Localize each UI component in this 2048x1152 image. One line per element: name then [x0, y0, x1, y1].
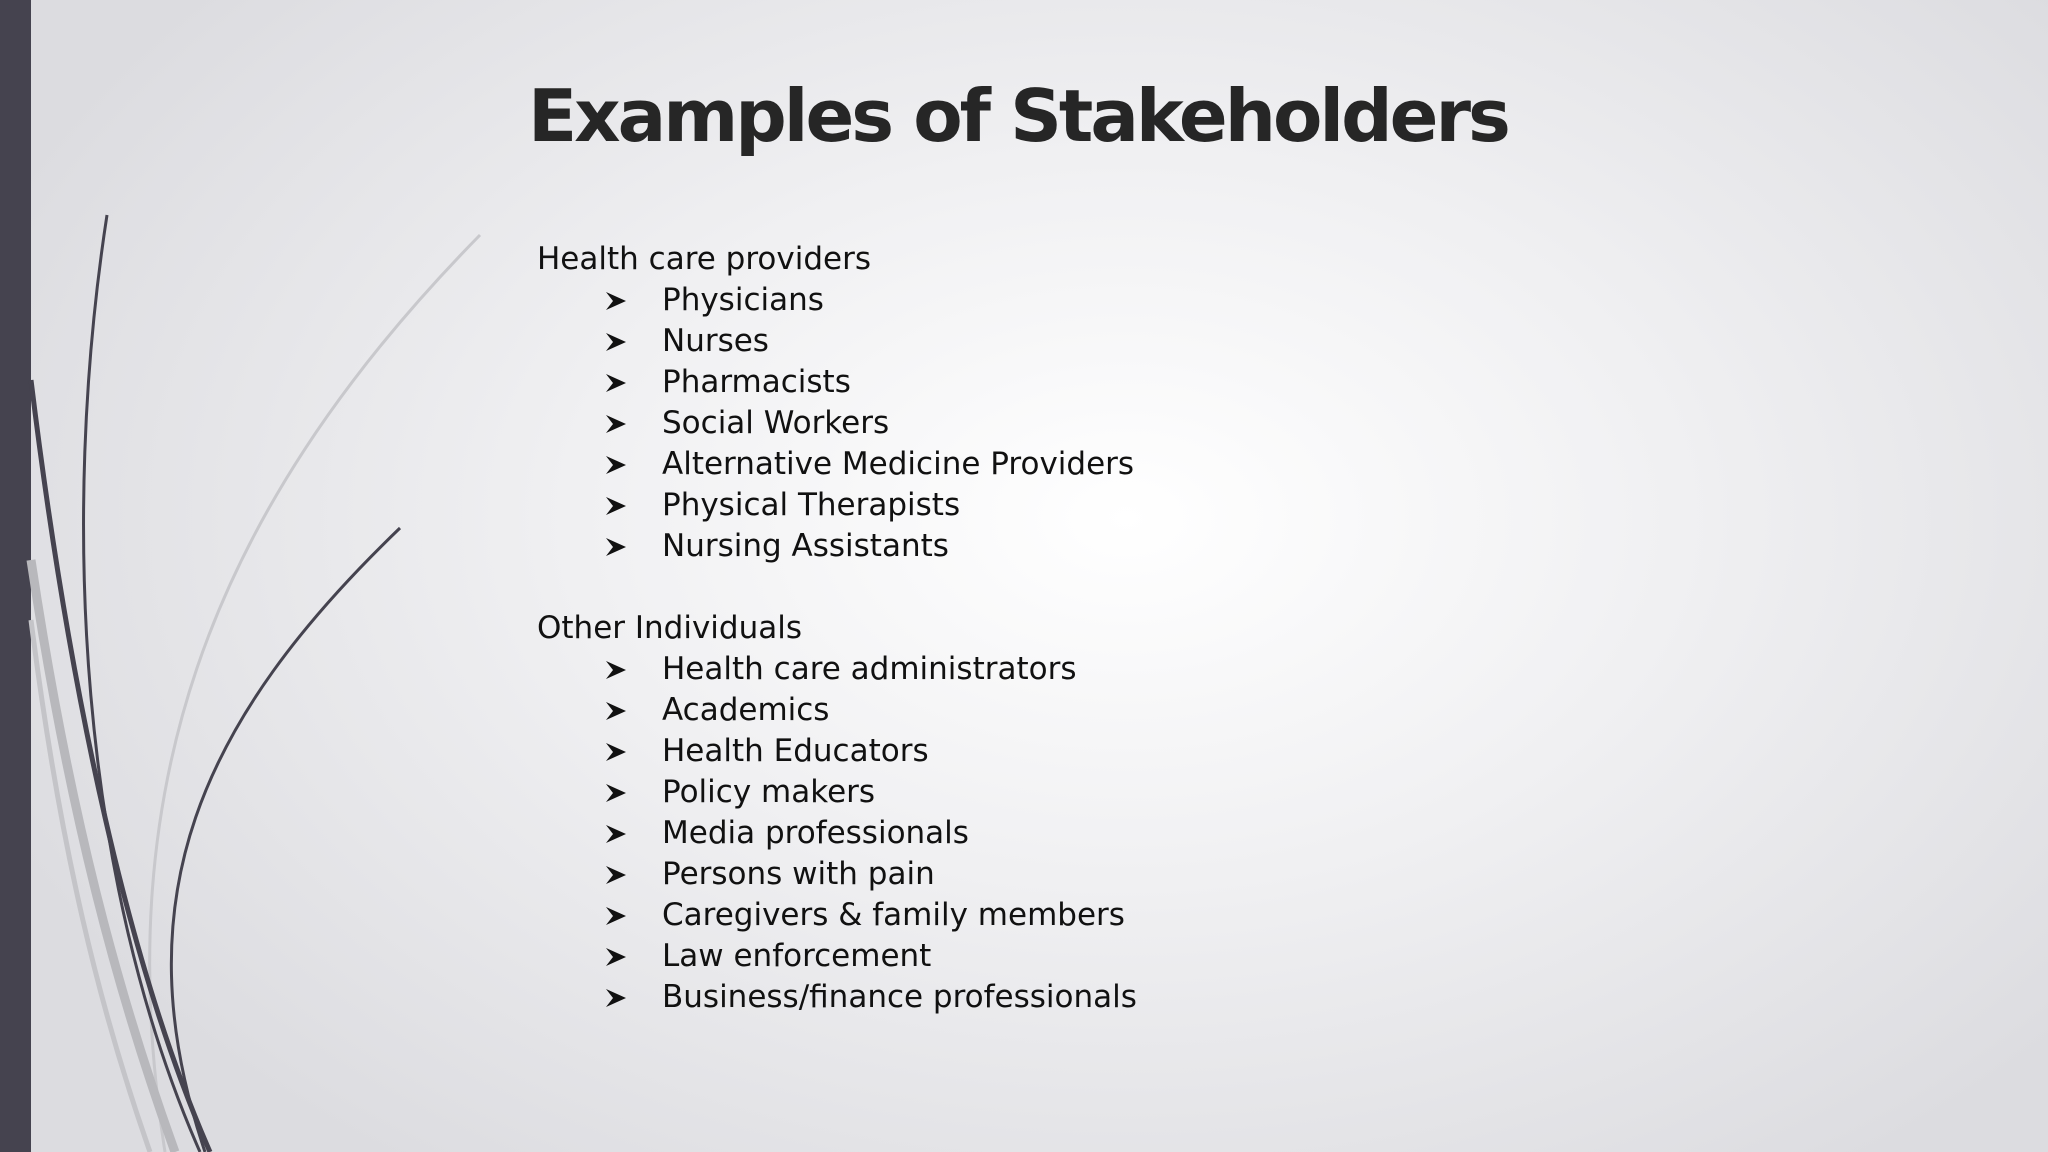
arrowhead-bullet-icon [537, 659, 662, 681]
list-item [537, 731, 1637, 772]
list-item [537, 977, 1637, 1018]
arrowhead-bullet-icon [537, 946, 662, 968]
arrowhead-bullet-icon [537, 700, 662, 722]
arrowhead-bullet-icon [537, 864, 662, 886]
list-item [537, 813, 1637, 854]
list-item-label: Academics [662, 692, 830, 728]
list-item-label: Health Educators [662, 733, 929, 769]
slide-title: Examples of Stakeholders [528, 74, 1508, 158]
list-item [537, 649, 1637, 690]
arrowhead-bullet-icon [537, 987, 662, 1009]
arrowhead-bullet-icon [537, 372, 662, 394]
section-heading: Health care providers [537, 241, 871, 277]
list-item [537, 362, 1637, 403]
list-item-label: Physicians [662, 282, 824, 318]
list-item-label: Pharmacists [662, 364, 851, 400]
arrowhead-bullet-icon [537, 290, 662, 312]
arrowhead-bullet-icon [537, 782, 662, 804]
arrowhead-bullet-icon [537, 905, 662, 927]
list-item-label: Business/finance professionals [662, 979, 1137, 1015]
list-item [537, 526, 1637, 567]
list-item [537, 772, 1637, 813]
arrowhead-bullet-icon [537, 454, 662, 476]
list-item-label: Social Workers [662, 405, 890, 441]
list-item [537, 690, 1637, 731]
stakeholder-list [537, 649, 1637, 1018]
list-item-label: Alternative Medicine Providers [662, 446, 1135, 482]
list-item-label: Physical Therapists [662, 487, 961, 523]
list-item [537, 321, 1637, 362]
list-item-label: Persons with pain [662, 856, 935, 892]
list-item-label: Media professionals [662, 815, 969, 851]
arrowhead-bullet-icon [537, 331, 662, 353]
arrowhead-bullet-icon [537, 823, 662, 845]
decorative-swooshes [0, 0, 520, 1152]
list-item [537, 895, 1637, 936]
list-item [537, 936, 1637, 977]
section-heading: Other Individuals [537, 610, 802, 646]
stakeholder-section [537, 239, 1637, 567]
list-item [537, 854, 1637, 895]
list-item [537, 444, 1637, 485]
stakeholder-section [537, 608, 1637, 1018]
arrowhead-bullet-icon [537, 413, 662, 435]
list-item [537, 403, 1637, 444]
arrowhead-bullet-icon [537, 741, 662, 763]
arrowhead-bullet-icon [537, 495, 662, 517]
list-item-label: Nursing Assistants [662, 528, 949, 564]
list-item [537, 485, 1637, 526]
list-item-label: Law enforcement [662, 938, 932, 974]
stakeholder-list [537, 280, 1637, 567]
list-item-label: Policy makers [662, 774, 876, 810]
arrowhead-bullet-icon [537, 536, 662, 558]
list-item [537, 280, 1637, 321]
list-item-label: Health care administrators [662, 651, 1077, 687]
list-item-label: Nurses [662, 323, 769, 359]
list-item-label: Caregivers & family members [662, 897, 1125, 933]
slide-content [537, 239, 1637, 1059]
